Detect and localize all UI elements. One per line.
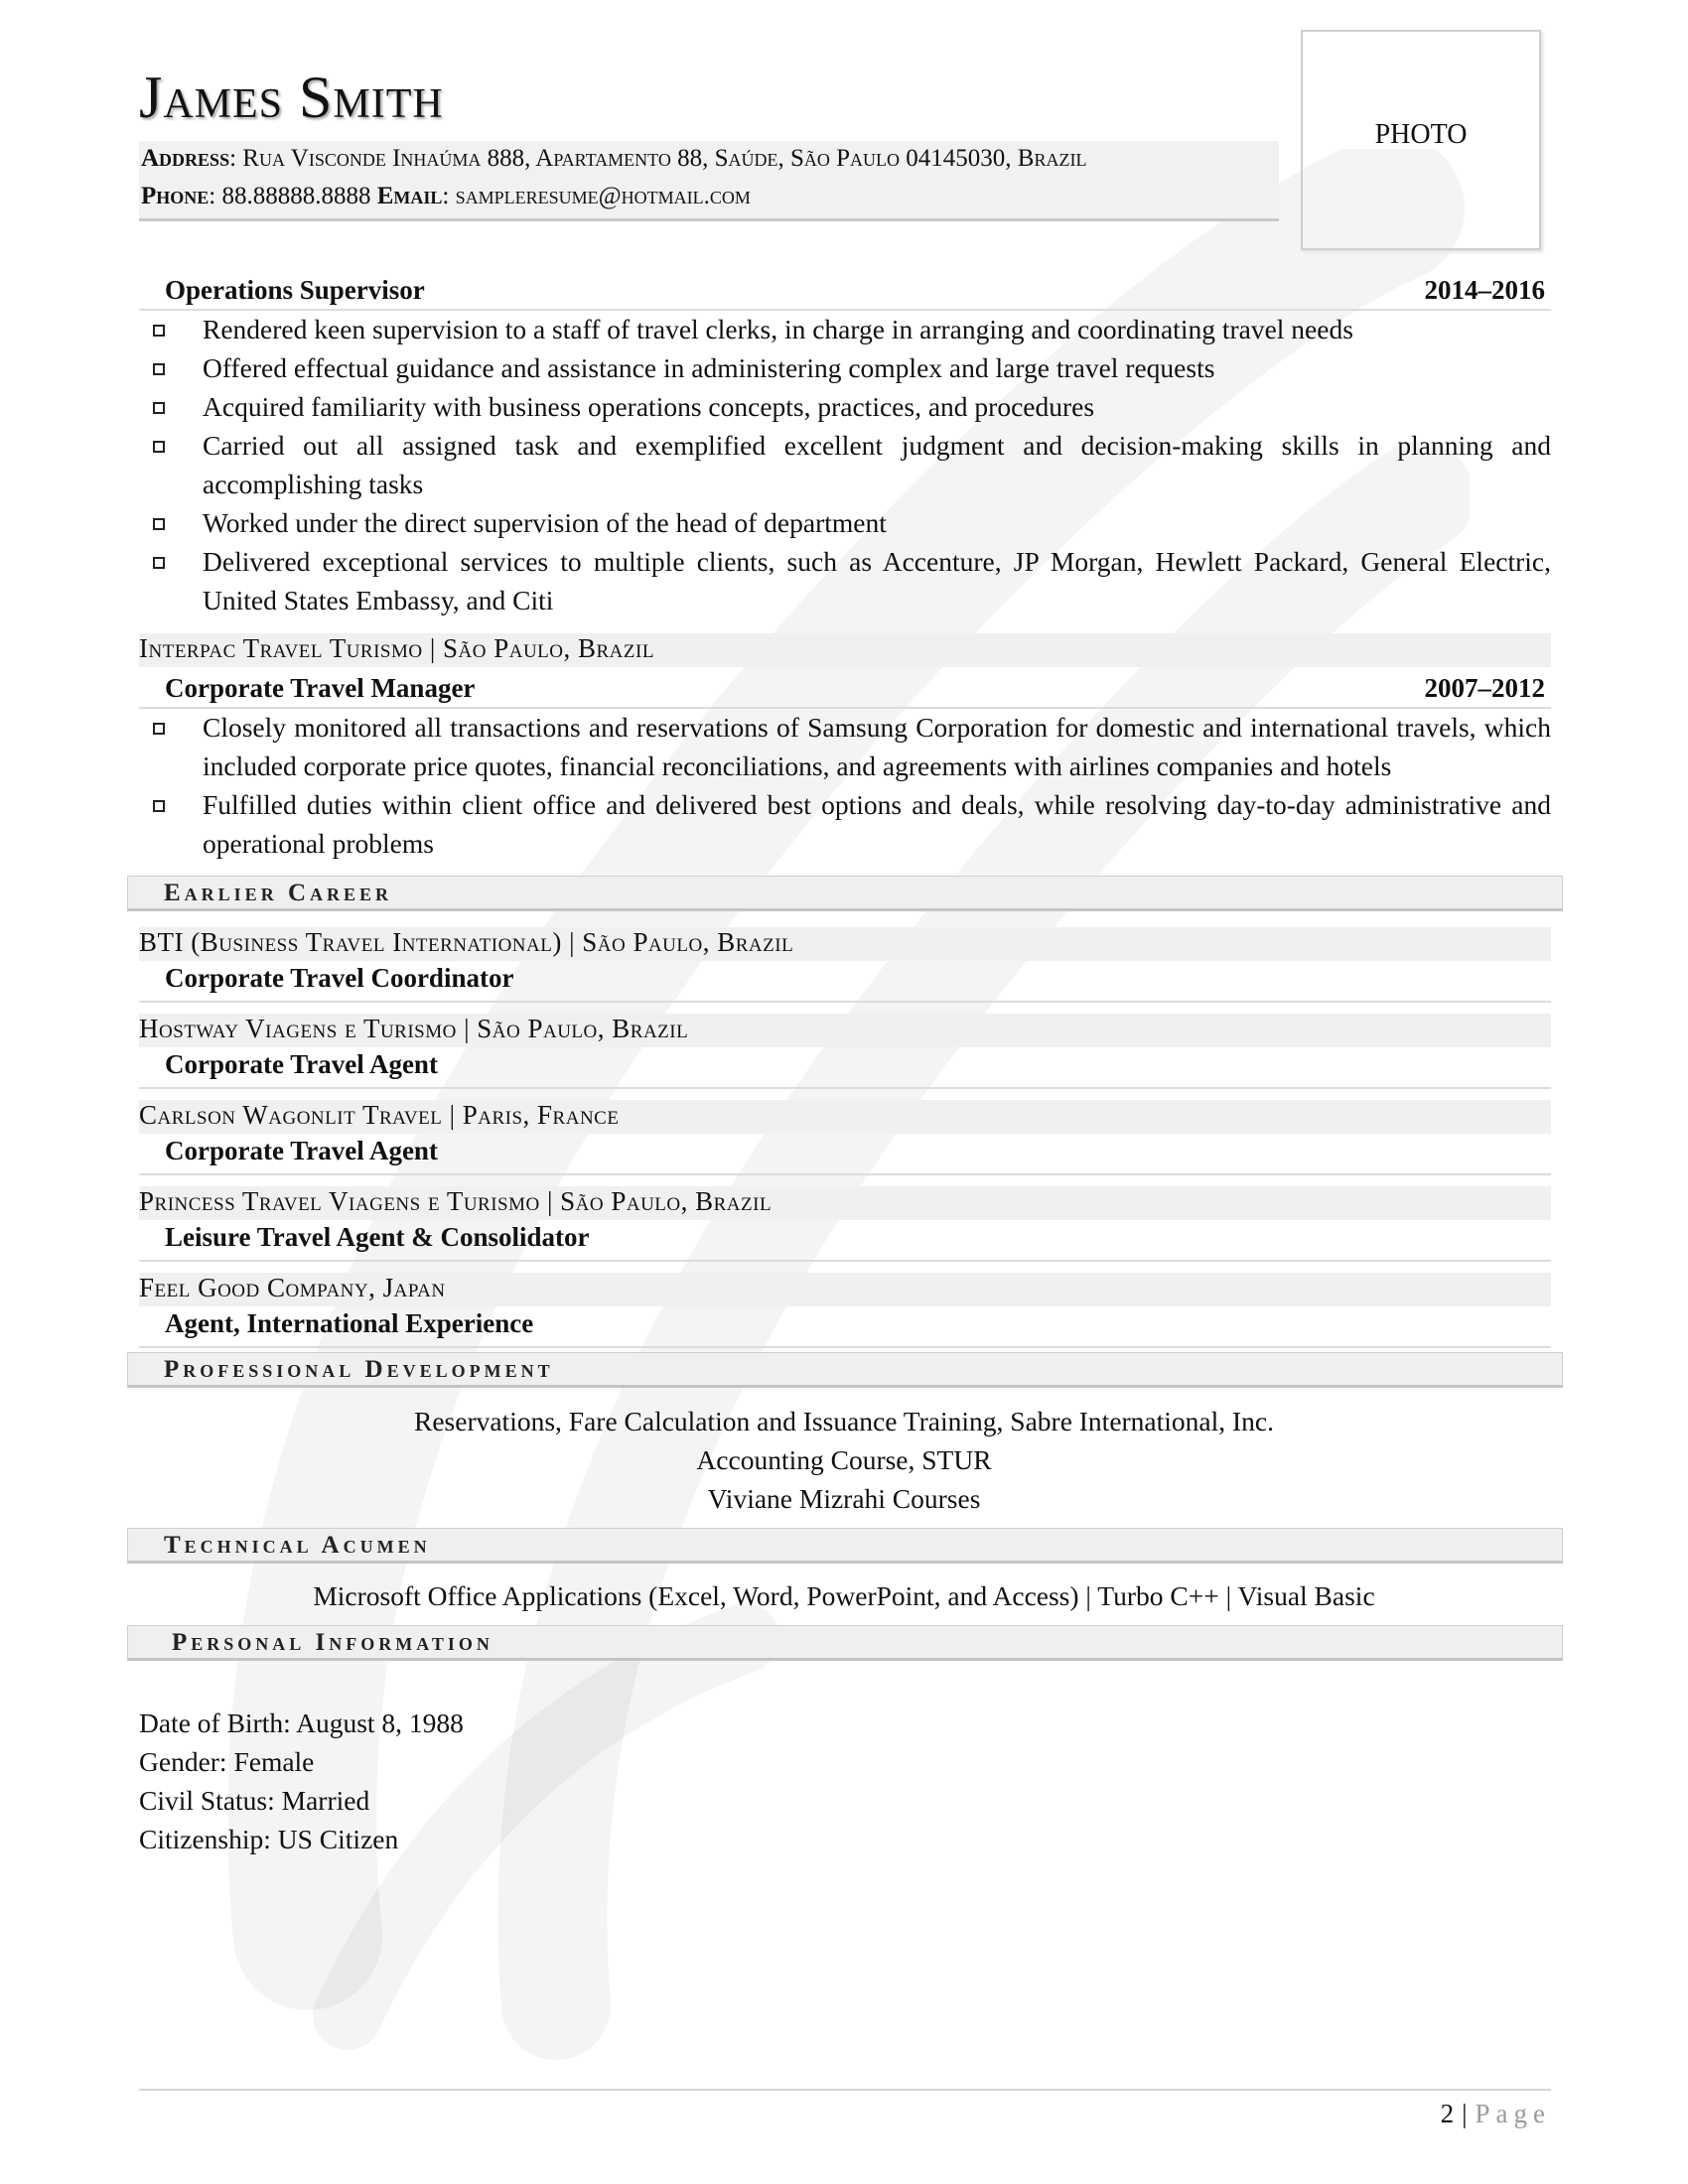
personal-civil-status: Civil Status: Married xyxy=(139,1785,370,1816)
footer-separator: | xyxy=(1462,2099,1468,2128)
section-heading-text: Personal Information xyxy=(172,1629,493,1656)
email-label: Email xyxy=(376,183,443,209)
personal-citizenship: Citizenship: US Citizen xyxy=(139,1824,399,1854)
square-bullet-icon xyxy=(153,800,165,812)
role-title: Corporate Travel Coordinator xyxy=(165,963,514,993)
contact-box xyxy=(139,141,1279,221)
section-heading-earlier-career xyxy=(127,876,1563,911)
job-dates: 2014–2016 xyxy=(1424,275,1545,305)
address-value: Rua Visconde Inhaúma 888, Apartamento 88, Saúde, São Paulo 04145030, Brazil xyxy=(242,145,1087,172)
square-bullet-icon xyxy=(153,402,165,414)
address-line: Address: Rua Visconde Inhaúma 888, Apartamento 88, Saúde, São Paulo 04145030, Brazil xyxy=(141,145,1087,172)
square-bullet-icon xyxy=(153,325,165,337)
job-title: Corporate Travel Manager xyxy=(165,673,476,703)
bullet-item: Closely monitored all transactions and reservations of Samsung Corporation for domestic and international travels, which included corporate price quotes, financial reconciliations, and agreements with airlines companies and hotels xyxy=(139,708,1551,785)
page-footer xyxy=(1441,2099,1551,2129)
candidate-name: James Smith xyxy=(139,65,444,130)
bullet-item: Acquired familiarity with business operations concepts, practices, and procedures xyxy=(139,387,1551,426)
photo-placeholder xyxy=(1301,30,1541,250)
company-name: Hostway Viagens e Turismo | São Paulo, Brazil xyxy=(139,1014,689,1043)
role-row xyxy=(139,1222,1551,1262)
section-heading-text: Technical Acumen xyxy=(164,1532,431,1559)
address-label: Address xyxy=(141,145,230,172)
company-name: Feel Good Company, Japan xyxy=(139,1273,446,1302)
company-row xyxy=(139,633,1551,667)
company-name: Interpac Travel Turismo | São Paulo, Brazil xyxy=(139,633,654,663)
bullet-item: Worked under the direct supervision of the head of department xyxy=(139,503,1551,542)
bullet-item: Offered effectual guidance and assistance in administering complex and large travel requests xyxy=(139,348,1551,387)
job-bullets xyxy=(139,708,1551,863)
phone-email-line: Phone: 88.88888.8888 Email: sampleresume@hotmail.com xyxy=(141,183,751,209)
bullet-item: Carried out all assigned task and exemplified excellent judgment and decision-making skills in planning and accomplishing tasks xyxy=(139,426,1551,503)
company-name: Princess Travel Viagens e Turismo | São Paulo, Brazil xyxy=(139,1186,773,1216)
square-bullet-icon xyxy=(153,363,165,375)
bullet-item: Rendered keen supervision to a staff of travel clerks, in charge in arranging and coordinating travel needs xyxy=(139,310,1551,348)
company-row xyxy=(139,1273,1551,1306)
job-title: Operations Supervisor xyxy=(165,275,425,305)
role-row xyxy=(139,1136,1551,1175)
technical-skills: Microsoft Office Applications (Excel, Word, PowerPoint, and Access) | Turbo C++ | Visual Basic xyxy=(313,1580,1375,1611)
job-dates: 2007–2012 xyxy=(1424,673,1545,703)
section-heading-technical-acumen xyxy=(127,1528,1563,1564)
job-title-row xyxy=(139,275,1551,311)
company-row xyxy=(139,927,1551,961)
footer-divider xyxy=(139,2089,1551,2091)
role-title: Corporate Travel Agent xyxy=(165,1136,438,1165)
job-title-row xyxy=(139,673,1551,709)
company-row xyxy=(139,1186,1551,1220)
page-number: 2 xyxy=(1440,2099,1455,2128)
role-title: Agent, International Experience xyxy=(165,1308,534,1338)
personal-gender: Gender: Female xyxy=(139,1746,315,1777)
role-row xyxy=(139,1308,1551,1348)
section-heading-text: Professional Development xyxy=(164,1356,554,1383)
phone-value: 88.88888.8888 xyxy=(221,183,371,209)
section-heading-text: Earlier Career xyxy=(164,880,393,906)
training-item: Reservations, Fare Calculation and Issuance Training, Sabre International, Inc. xyxy=(413,1406,1275,1436)
role-title: Leisure Travel Agent & Consolidator xyxy=(165,1222,590,1252)
company-row xyxy=(139,1100,1551,1134)
personal-dob: Date of Birth: August 8, 1988 xyxy=(139,1707,464,1738)
bullet-item: Fulfilled duties within client office and delivered best options and deals, while resolving day-to-day administrative and operational problems xyxy=(139,785,1551,863)
role-row xyxy=(139,963,1551,1003)
section-heading-personal-information xyxy=(127,1625,1563,1661)
job-bullets xyxy=(139,310,1551,619)
square-bullet-icon xyxy=(153,723,165,735)
phone-label: Phone xyxy=(141,183,210,209)
bullet-item: Delivered exceptional services to multiple clients, such as Accenture, JP Morgan, Hewlett Packard, General Electric, United States Embassy, and Citi xyxy=(139,542,1551,619)
company-row xyxy=(139,1014,1551,1047)
photo-label: PHOTO xyxy=(1374,119,1468,150)
square-bullet-icon xyxy=(153,557,165,569)
square-bullet-icon xyxy=(153,441,165,453)
section-heading-professional-development xyxy=(127,1352,1563,1388)
training-item: Viviane Mizrahi Courses xyxy=(707,1483,981,1514)
company-name: BTI (Business Travel International) | São Paulo, Brazil xyxy=(139,927,794,957)
training-item: Accounting Course, STUR xyxy=(696,1444,992,1475)
role-title: Corporate Travel Agent xyxy=(165,1049,438,1079)
square-bullet-icon xyxy=(153,518,165,530)
page-word: Page xyxy=(1475,2099,1551,2128)
role-row xyxy=(139,1049,1551,1089)
company-name: Carlson Wagonlit Travel | Paris, France xyxy=(139,1100,620,1130)
email-value: sampleresume@hotmail.com xyxy=(455,183,751,209)
